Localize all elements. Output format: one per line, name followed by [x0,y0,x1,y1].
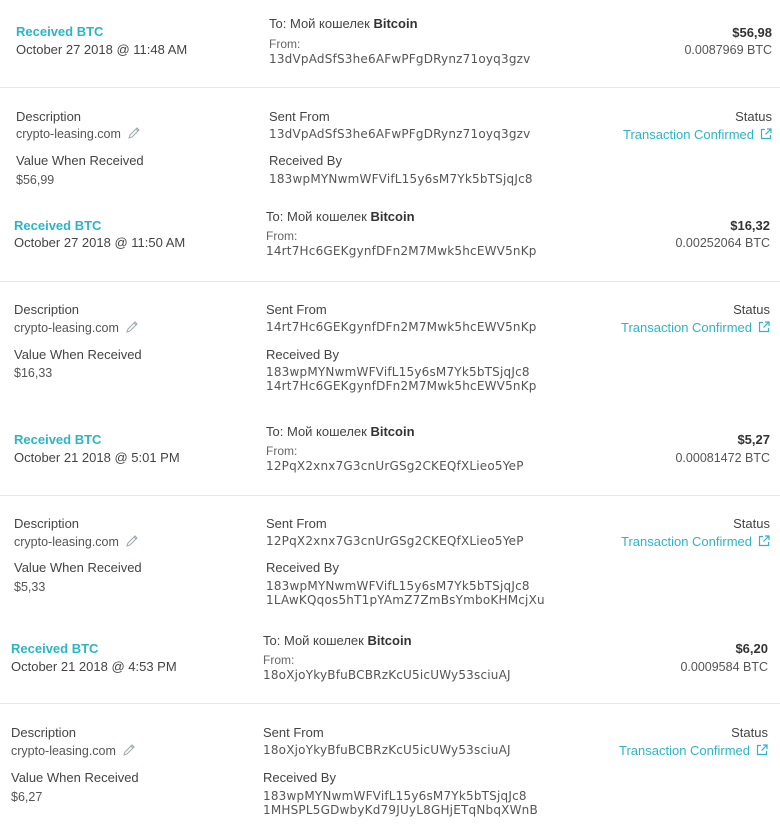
transaction-date: October 21 2018 @ 4:53 PM [11,659,177,674]
sent-from-address: 13dVpAdSfS3he6AFwPFgDRynz71oyq3gzv [269,127,531,141]
sent-from-label: Sent From [269,109,330,124]
transaction-4 [0,622,780,832]
received-by-address: 1MHSPL5GDwbyKd79JUyL8GHjETqNbqXWnB [263,803,538,817]
btc-amount: 0.00081472 BTC [675,451,770,465]
received-by-address: 1LAwKQqos5hT1pYAmZ7ZmBsYmboKHMcjXu [266,593,545,607]
transaction-type: Received BTC [14,218,102,233]
external-link-icon [756,744,768,756]
wallet-name: Мой кошелек [286,209,367,224]
description-value [16,126,141,142]
wallet-currency: Bitcoin [367,633,412,648]
wallet-currency: Bitcoin [370,424,415,439]
description-value [14,320,139,336]
fiat-amount: $16,32 [730,218,770,233]
status-label: Status [733,516,770,531]
transaction-summary[interactable] [0,198,780,282]
from-label: From: [266,229,298,243]
from-address: 14rt7Hc6GEKgynfDFn2M7Mwk5hcEWV5nKp [266,244,537,258]
to-label: To: [269,16,287,31]
pencil-icon[interactable] [127,126,141,140]
received-by-label: Received By [266,347,339,362]
transaction-1 [0,0,780,198]
sent-from-label: Sent From [266,516,327,531]
sent-from-address: 12PqX2xnx7G3cnUrGSg2CKEQfXLieo5YeP [266,534,524,548]
value-when-received-label: Value When Received [11,770,139,785]
status-text: Transaction Confirmed [622,127,754,142]
status-link[interactable] [621,534,770,550]
transaction-type: Received BTC [11,641,99,656]
description-label: Description [14,302,80,317]
received-by-address: 183wpMYNwmWFVifL15y6sM7Yk5bTSjqJc8 [266,579,530,593]
transaction-details [0,88,780,198]
received-by-label: Received By [269,153,342,168]
sent-from-address: 14rt7Hc6GEKgynfDFn2M7Mwk5hcEWV5nKp [266,320,537,334]
description-text: crypto-leasing.com [14,321,119,335]
to-wallet [263,633,412,649]
transaction-type: Received BTC [14,432,102,447]
pencil-icon[interactable] [125,534,139,548]
value-when-received-label: Value When Received [14,347,142,362]
transaction-details [0,704,780,832]
received-by-address: 183wpMYNwmWFVifL15y6sM7Yk5bTSjqJc8 [263,789,527,803]
fiat-amount: $5,27 [737,432,770,447]
status-label: Status [733,302,770,317]
from-label: From: [269,37,301,51]
received-by-label: Received By [263,770,336,785]
wallet-currency: Bitcoin [370,209,415,224]
btc-amount: 0.0009584 BTC [680,660,768,674]
status-link[interactable] [621,320,770,336]
sent-from-address: 18oXjoYkyBfuBCBRzKcU5icUWy53sciuAJ [263,743,511,757]
transaction-3 [0,412,780,626]
to-wallet [266,209,415,225]
description-text: crypto-leasing.com [11,744,116,758]
transaction-summary[interactable] [0,0,780,88]
description-text: crypto-leasing.com [16,127,121,141]
description-text: crypto-leasing.com [14,535,119,549]
fiat-amount: $6,20 [735,641,768,656]
value-when-received-label: Value When Received [16,153,144,168]
pencil-icon[interactable] [125,320,139,334]
to-label: To: [266,209,284,224]
description-label: Description [16,109,82,124]
transaction-date: October 27 2018 @ 11:50 AM [14,235,186,250]
value-when-received-label: Value When Received [14,560,142,575]
status-text: Transaction Confirmed [620,534,752,549]
description-label: Description [14,516,80,531]
received-by-address: 14rt7Hc6GEKgynfDFn2M7Mwk5hcEWV5nKp [266,379,537,393]
wallet-name: Мой кошелек [286,424,367,439]
from-label: From: [263,653,295,667]
transaction-date: October 27 2018 @ 11:48 AM [16,42,188,57]
wallet-name: Мой кошелек [289,16,370,31]
status-link[interactable] [619,743,768,759]
transaction-details [0,496,780,626]
transaction-type: Received BTC [16,24,104,39]
pencil-icon[interactable] [122,743,136,757]
external-link-icon [758,535,770,547]
to-label: To: [263,633,281,648]
description-value [14,534,139,550]
btc-amount: 0.0087969 BTC [684,43,772,57]
transaction-details [0,282,780,412]
to-label: To: [266,424,284,439]
value-when-received: $56,99 [16,173,55,187]
transaction-2 [0,198,780,412]
from-address: 18oXjoYkyBfuBCBRzKcU5icUWy53sciuAJ [263,668,511,682]
description-label: Description [11,725,77,740]
to-wallet [266,424,415,440]
transaction-summary[interactable] [0,412,780,496]
transaction-summary[interactable] [0,622,780,704]
from-address: 12PqX2xnx7G3cnUrGSg2CKEQfXLieo5YeP [266,459,524,473]
from-label: From: [266,444,298,458]
value-when-received: $6,27 [11,790,43,804]
description-value [11,743,136,759]
received-by-address: 183wpMYNwmWFVifL15y6sM7Yk5bTSjqJc8 [266,365,530,379]
status-label: Status [731,725,768,740]
external-link-icon [760,128,772,140]
value-when-received: $5,33 [14,580,46,594]
external-link-icon [758,321,770,333]
sent-from-label: Sent From [266,302,327,317]
fiat-amount: $56,98 [732,25,772,40]
received-by-label: Received By [266,560,339,575]
from-address: 13dVpAdSfS3he6AFwPFgDRynz71oyq3gzv [269,52,531,66]
sent-from-label: Sent From [263,725,324,740]
received-by-address: 183wpMYNwmWFVifL15y6sM7Yk5bTSjqJc8 [269,172,533,186]
btc-amount: 0.00252064 BTC [675,236,770,250]
transaction-date: October 21 2018 @ 5:01 PM [14,450,180,465]
wallet-name: Мой кошелек [283,633,364,648]
status-text: Transaction Confirmed [618,743,750,758]
value-when-received: $16,33 [14,366,53,380]
wallet-currency: Bitcoin [373,16,418,31]
status-text: Transaction Confirmed [620,320,752,335]
status-link[interactable] [623,127,772,143]
to-wallet [269,16,418,32]
status-label: Status [735,109,772,124]
